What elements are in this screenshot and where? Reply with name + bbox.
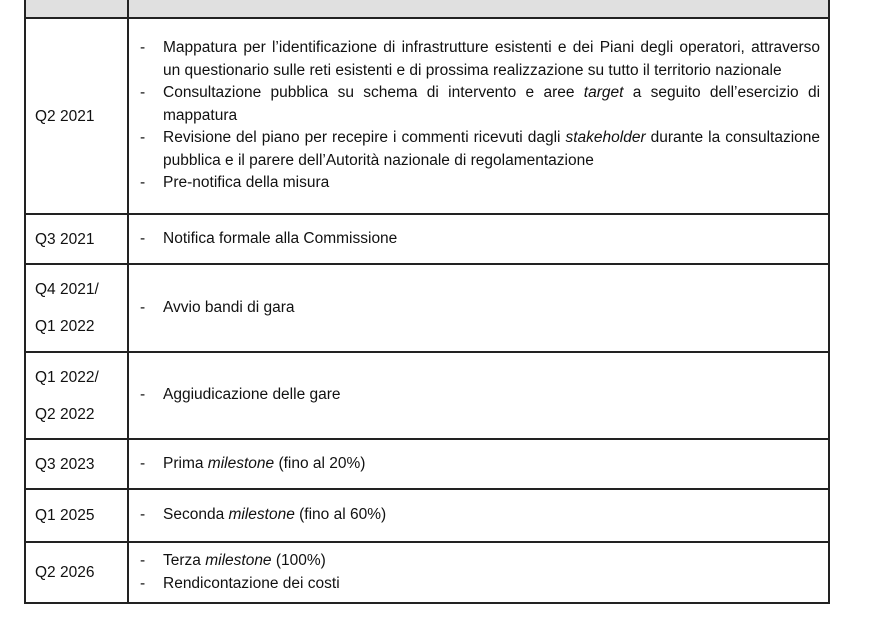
header-cell bbox=[128, 0, 829, 18]
item-emphasis: milestone bbox=[205, 552, 272, 569]
item-text: (100%) bbox=[271, 552, 326, 569]
activity-list bbox=[139, 297, 820, 320]
table-row bbox=[25, 18, 829, 214]
table-row bbox=[25, 264, 829, 352]
table-row bbox=[25, 489, 829, 542]
activity-list bbox=[139, 550, 820, 595]
item-text: Aggiudicazione delle gare bbox=[163, 386, 341, 404]
activities-cell bbox=[128, 18, 829, 214]
period-label: Q2 2022 bbox=[35, 405, 95, 423]
item-text: durante la consultazione pubblica e il parere dell’Autorità nazionale di regolamentazione bbox=[163, 129, 820, 169]
item-text: Avvio bandi di gara bbox=[163, 298, 295, 316]
period-cell bbox=[25, 542, 128, 603]
list-item bbox=[139, 384, 820, 407]
period-label: Q1 2022/ bbox=[35, 368, 99, 386]
period-cell bbox=[25, 214, 128, 264]
list-item bbox=[139, 453, 820, 476]
activity-list bbox=[139, 384, 820, 407]
timeline-table bbox=[24, 0, 830, 604]
period-label: Q1 2022 bbox=[35, 318, 95, 335]
table-header-row bbox=[25, 0, 829, 18]
period-label: Q1 2025 bbox=[35, 507, 95, 524]
activity-list bbox=[139, 228, 820, 251]
list-item bbox=[139, 172, 820, 195]
table-row bbox=[25, 439, 829, 489]
header-cell bbox=[25, 0, 128, 18]
period-cell bbox=[25, 352, 128, 439]
list-item bbox=[139, 573, 820, 596]
item-text: a seguito dell’esercizio di mappatura bbox=[163, 84, 821, 124]
list-item bbox=[139, 82, 820, 127]
item-emphasis: milestone bbox=[207, 454, 275, 472]
activities-cell bbox=[128, 352, 829, 439]
table-row bbox=[25, 542, 829, 603]
item-text: (fino al 60%) bbox=[294, 506, 387, 524]
activity-list bbox=[139, 37, 820, 195]
list-item bbox=[139, 504, 820, 527]
item-emphasis: target bbox=[583, 84, 624, 102]
activities-cell bbox=[128, 214, 829, 264]
list-item bbox=[139, 228, 820, 251]
period-label: Q3 2021 bbox=[35, 230, 95, 248]
item-text: Mappatura per l’identificazione di infrastrutture esistenti e dei Piani degli operatori, attraverso un questionario sulle reti esistenti e di prossima realizzazione su tutto il territorio nazionale bbox=[163, 39, 820, 79]
activity-list bbox=[139, 453, 820, 476]
list-item bbox=[139, 127, 820, 172]
activities-cell bbox=[128, 542, 829, 603]
list-item bbox=[139, 37, 820, 82]
item-text: Pre-notifica della misura bbox=[163, 174, 330, 192]
table-row bbox=[25, 352, 829, 439]
period-cell bbox=[25, 264, 128, 352]
item-text: Terza bbox=[163, 552, 206, 569]
period-label: Q4 2021/ bbox=[35, 281, 99, 298]
period-label: Q2 2021 bbox=[35, 107, 95, 125]
activities-cell bbox=[128, 439, 829, 489]
period-label: Q2 2026 bbox=[35, 564, 95, 581]
item-emphasis: milestone bbox=[228, 506, 295, 524]
period-cell bbox=[25, 439, 128, 489]
item-text: Consultazione pubblica su schema di intervento e aree bbox=[163, 84, 584, 102]
table-row bbox=[25, 214, 829, 264]
item-text: Notifica formale alla Commissione bbox=[163, 229, 398, 247]
period-cell bbox=[25, 489, 128, 542]
period-label: Q3 2023 bbox=[35, 455, 95, 473]
period-cell bbox=[25, 18, 128, 214]
item-text: Prima bbox=[163, 454, 208, 472]
item-emphasis: stakeholder bbox=[565, 129, 646, 147]
activity-list bbox=[139, 504, 820, 527]
item-text: Rendicontazione dei costi bbox=[163, 574, 340, 592]
activities-cell bbox=[128, 489, 829, 542]
item-text: Revisione del piano per recepire i commenti ricevuti dagli bbox=[163, 129, 566, 147]
item-text: (fino al 20%) bbox=[274, 454, 366, 472]
list-item bbox=[139, 297, 820, 320]
list-item bbox=[139, 550, 820, 573]
activities-cell bbox=[128, 264, 829, 352]
item-text: Seconda bbox=[163, 506, 229, 524]
